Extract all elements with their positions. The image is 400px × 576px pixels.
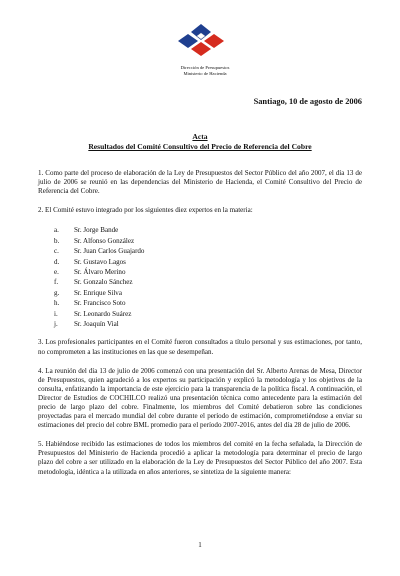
page-number: 1 xyxy=(198,541,202,549)
title-line-2: Resultados del Comité Consultivo del Precio de Referencia del Cobre xyxy=(88,142,312,151)
paragraph-2: 2. El Comité estuvo integrado por los siguientes diez expertos en la materia: xyxy=(38,206,253,215)
organization-header xyxy=(150,65,260,77)
list-item: j. Sr. Joaquín Vial xyxy=(54,320,119,329)
list-item: g. Sr. Enrique Silva xyxy=(54,288,122,297)
org-line-1: Dirección de Presupuestos xyxy=(180,65,230,70)
document-body xyxy=(38,169,362,487)
document-title xyxy=(38,132,362,152)
paragraph-3: 3. Los profesionales participantes en el Comité fueron consultados a título personal y sus estimaciones, por tanto, no comprometen a las instituciones en las que se desempeñan. xyxy=(38,338,362,356)
list-item: a. Sr. Jorge Bande xyxy=(54,226,119,235)
paragraph-1: 1. Como parte del proceso de elaboración de la Ley de Presupuestos del Sector Público del año 2007, el día 13 de julio de 2006 se reunió en las dependencias del Ministerio de Hacienda, el Comité Consultivo del Precio de Referencia del Cobre. xyxy=(38,169,362,196)
dateline: Santiago, 10 de agosto de 2006 xyxy=(253,97,362,106)
list-item: e. Sr. Álvaro Merino xyxy=(54,268,126,276)
list-item: f. Sr. Gonzalo Sánchez xyxy=(54,278,133,287)
paragraph-4: 4. La reunión del día 13 de julio de 2006 comenzó con una presentación del Sr. Alberto Arenas de Mesa, Director de Presupuestos, quien agradeció a los expertos su participación y explicó la metodología y los objetivos de la consulta, enfatizando la importancia de este ejercicio para la transparencia de la política fiscal. A continuación, el Director de Estudios de COCHILCO realizó una presentación técnica como antecedente para la estimación del precio de largo plazo del cobre. Finalmente, los miembros del Comité debatieron sobre las condiciones proyectadas para el mercado mundial del cobre durante el período de estimación, comprometiéndose a enviar su estimaciones del precio del cobre BML promedio para el período 2007-2016, antes del día 28 de julio de 2006. xyxy=(38,366,362,430)
title-line-1: Acta xyxy=(192,132,208,141)
list-item: h. Sr. Francisco Soto xyxy=(54,299,126,308)
paragraph-5: 5. Habiéndose recibido las estimaciones de todos los miembros del comité en la fecha señalada, la Dirección de Presupuestos del Ministerio de Hacienda procedió a aplicar la metodología para determinar el precio de largo plazo del cobre a ser utilizado en la elaboración de la Ley de Presupuestos del Sector Público del año 2007. Esta metodología, idéntica a la utilizada en años anteriores, se sintetiza de la siguiente manera: xyxy=(38,440,362,476)
list-item: i. Sr. Leonardo Suárez xyxy=(54,309,132,318)
list-item: c. Sr. Juan Carlos Guajardo xyxy=(54,247,145,256)
org-line-2: Ministerio de Hacienda xyxy=(183,71,227,76)
list-item: d. Sr. Gustavo Lagos xyxy=(54,257,126,266)
government-logo-icon xyxy=(176,20,226,64)
list-item: b. Sr. Alfonso González xyxy=(54,236,135,245)
experts-list xyxy=(38,225,362,329)
